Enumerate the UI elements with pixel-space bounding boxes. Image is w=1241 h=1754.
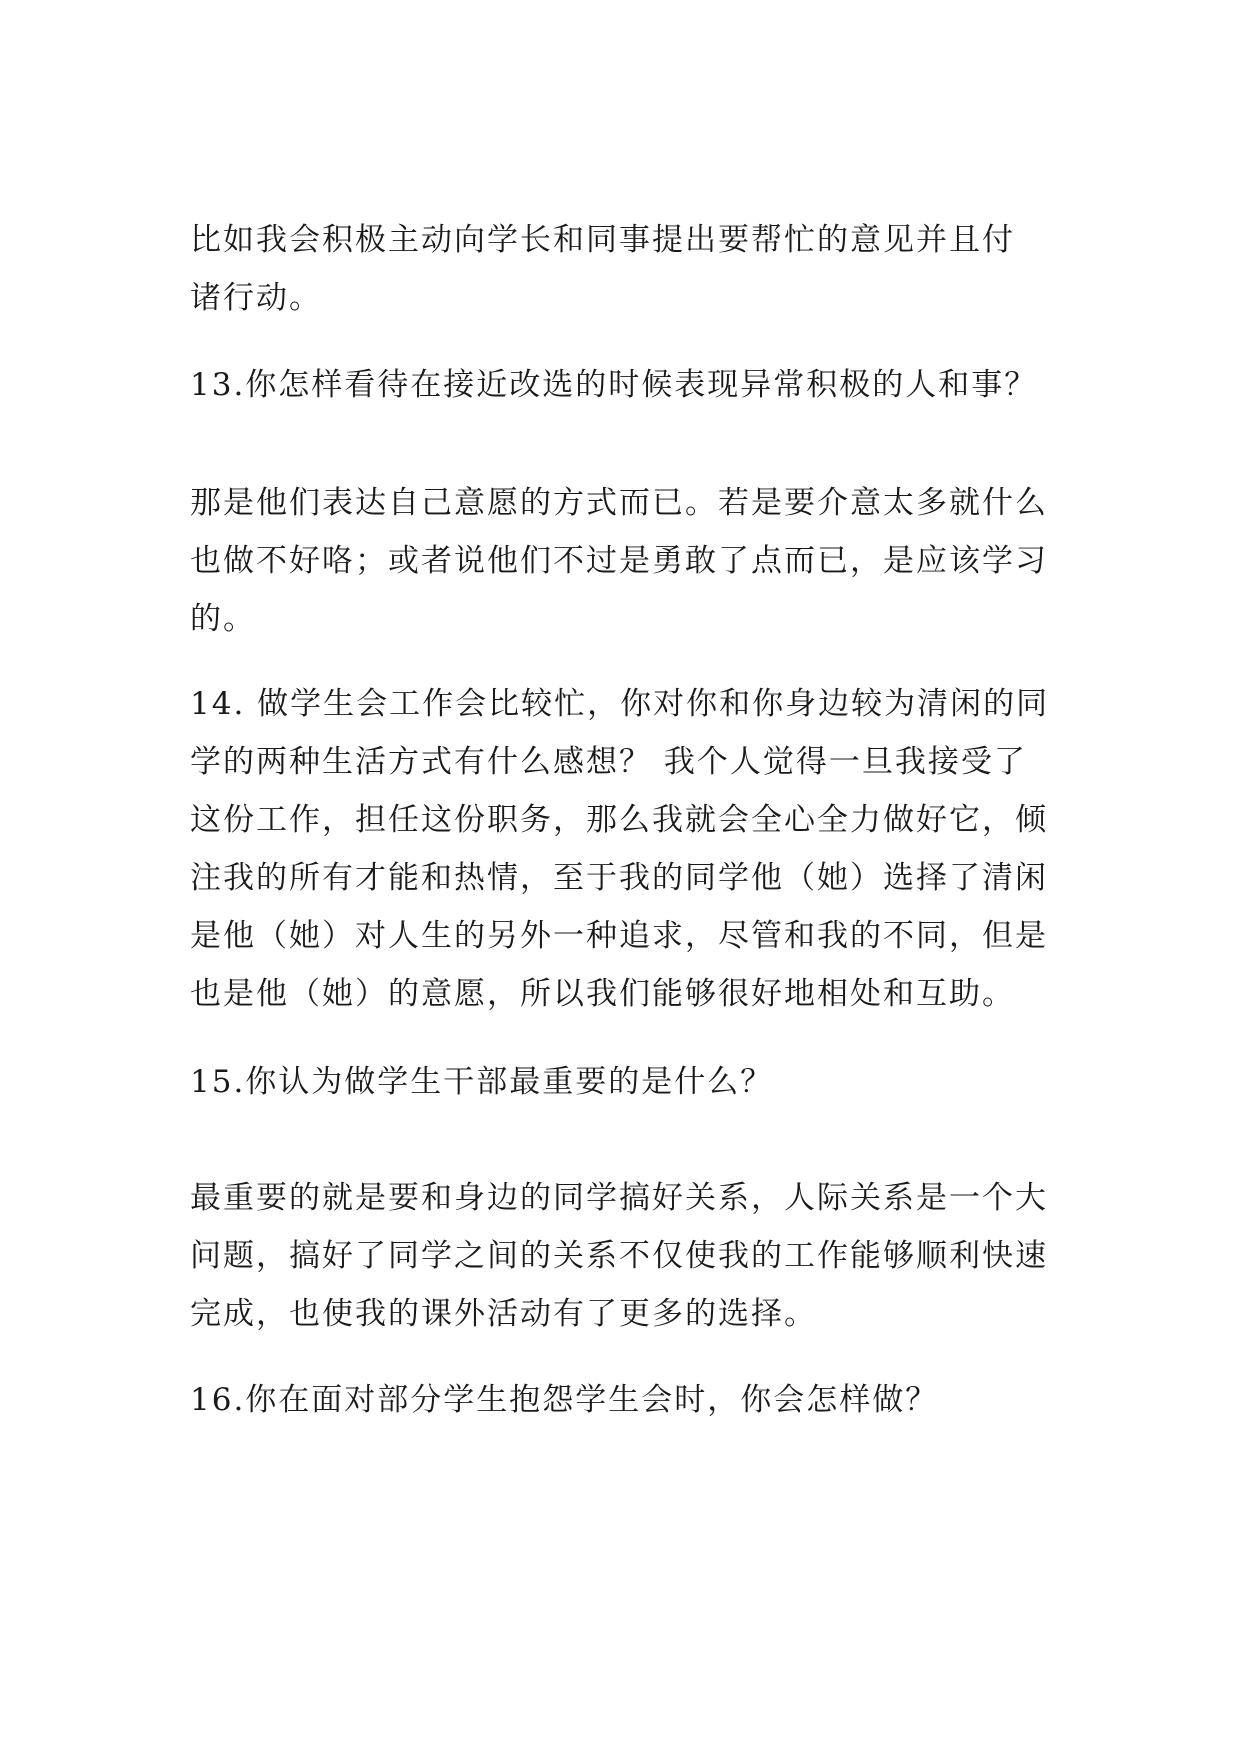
text-line: 比如我会积极主动向学长和同事提出要帮忙的意见并且付 — [190, 222, 1015, 258]
text-line: 15.你认为做学生干部最重要的是什么？ — [190, 1064, 774, 1100]
text-line: 那是他们表达自己意愿的方式而已。若是要介意太多就什么 — [190, 485, 1048, 521]
text-line: 诸行动。 — [190, 280, 322, 316]
paragraph-continuation — [190, 211, 1070, 327]
question-16 — [190, 1371, 1070, 1429]
question-15 — [190, 1053, 1070, 1111]
text-line: 是他（她）对人生的另外一种追求，尽管和我的不同，但是 — [190, 918, 1048, 954]
text-line: 学的两种生活方式有什么感想？ 我个人觉得一旦我接受了 — [190, 744, 1027, 780]
text-line: 14. 做学生会工作会比较忙，你对你和你身边较为清闲的同 — [190, 686, 1050, 722]
text-line: 也是他（她）的意愿，所以我们能够很好地相处和互助。 — [190, 976, 1015, 1012]
text-line: 问题，搞好了同学之间的关系不仅使我的工作能够顺利快速 — [190, 1238, 1048, 1274]
text-line: 16.你在面对部分学生抱怨学生会时，你会怎样做？ — [190, 1382, 939, 1418]
text-line: 注我的所有才能和热情，至于我的同学他（她）选择了清闲 — [190, 860, 1048, 896]
text-line: 也做不好咯；或者说他们不过是勇敢了点而已，是应该学习 — [190, 543, 1048, 579]
answer-15 — [190, 1169, 1070, 1343]
text-line: 完成，也使我的课外活动有了更多的选择。 — [190, 1296, 817, 1332]
text-line: 这份工作，担任这份职务，那么我就会全心全力做好它，倾 — [190, 802, 1048, 838]
text-line: 13.你怎样看待在接近改选的时候表现异常积极的人和事？ — [190, 367, 1038, 403]
question-answer-14 — [190, 675, 1070, 1023]
text-line: 的。 — [190, 601, 256, 637]
answer-13 — [190, 474, 1070, 648]
text-line: 最重要的就是要和身边的同学搞好关系，人际关系是一个大 — [190, 1180, 1048, 1216]
question-13 — [190, 356, 1070, 414]
